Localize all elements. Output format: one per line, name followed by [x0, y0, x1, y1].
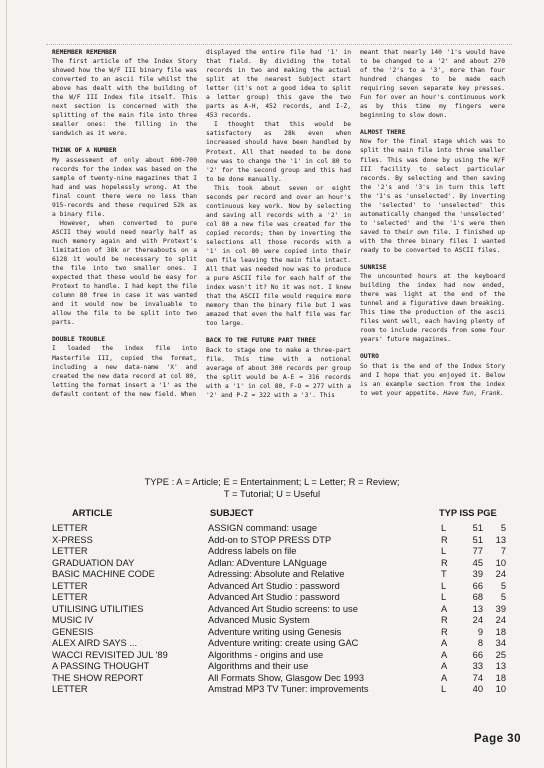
- row-article: LETTER: [52, 684, 88, 694]
- row-article: LETTER: [52, 592, 88, 602]
- row-page: 18: [495, 672, 506, 683]
- section-heading: OUTRO: [360, 353, 379, 361]
- section-heading: SUNRISE: [360, 264, 387, 272]
- row-page: 5: [500, 580, 506, 591]
- row-article: UTILISING UTILITIES: [52, 603, 144, 614]
- row-page: 24: [495, 615, 506, 625]
- row-page: 24: [495, 569, 506, 579]
- row-subject: Address labels on file: [208, 546, 297, 556]
- row-issue: 51: [472, 523, 483, 533]
- paragraph: I thought that this would be satisfactory as 28k even when increased should have been handled by Protext. All that needed to be done now was to change the '1' in col 80 to '2' for the second group and this had to be done manually.: [206, 121, 351, 183]
- section-heading: DOUBLE TROUBLE: [52, 336, 106, 344]
- row-type: L: [441, 592, 447, 602]
- row-type: A: [441, 672, 448, 683]
- row-issue: 68: [472, 592, 483, 602]
- table-row: [52, 684, 506, 696]
- row-type: A: [441, 638, 448, 648]
- row-page: 18: [495, 626, 506, 637]
- row-article: LETTER: [52, 546, 88, 556]
- row-article: ALEX AIRD SAYS ...: [52, 638, 138, 648]
- paragraph: My assessment of only about 600-700 records for the index was based on the sample of twenty-nine magazines that I had and was hopelessly wrong. At the final count there were no less than 915-records and these required 52k as a binary file.: [52, 156, 197, 218]
- row-type: L: [441, 580, 447, 591]
- table-row: [52, 523, 506, 535]
- row-subject: Advanced Art Studio screens: to use: [208, 603, 358, 614]
- section-heading: ALMOST THERE: [360, 129, 406, 137]
- section-heading: BACK TO THE FUTURE PART THREE: [206, 337, 316, 345]
- table-row: [52, 558, 506, 570]
- table-row: [52, 638, 506, 650]
- row-subject: Advanced Art Studio : password: [208, 580, 340, 591]
- row-issue: 39: [472, 569, 483, 579]
- row-issue: 51: [472, 534, 483, 545]
- row-subject: Adlan: ADventure LANguage: [208, 557, 327, 568]
- table-row: [52, 650, 506, 662]
- row-page: 10: [495, 684, 506, 694]
- row-page: 7: [500, 546, 506, 556]
- row-subject: Adressing: Absolute and Relative: [208, 569, 345, 579]
- row-subject: Algorithms - origins and use: [208, 649, 324, 660]
- outro-text: So that is the end of the Index Story and I hope that you enjoyed it. Below is an example section from the index to wet your appetite.: [360, 362, 505, 397]
- row-page: 5: [500, 592, 506, 602]
- row-article: LETTER: [52, 580, 88, 591]
- row-article: WACCI REVISITED JUL '89: [52, 649, 168, 660]
- row-issue: 8: [477, 638, 483, 648]
- header-subject: SUBJECT: [210, 508, 254, 518]
- table-row: [52, 661, 506, 673]
- page-number: Page 30: [474, 733, 521, 745]
- row-subject: All Formats Show, Glasgow Dec 1993: [208, 672, 365, 683]
- row-article: MUSIC IV: [52, 615, 94, 625]
- row-type: A: [441, 649, 448, 660]
- row-issue: 45: [472, 557, 483, 568]
- table-row: [52, 569, 506, 581]
- table-row: [52, 615, 506, 627]
- row-article: GRADUATION DAY: [52, 557, 135, 568]
- row-type: R: [441, 557, 448, 568]
- row-type: R: [441, 615, 448, 625]
- table-row: [52, 592, 506, 604]
- row-page: 13: [495, 661, 506, 671]
- table-row: [52, 627, 506, 639]
- row-issue: 77: [472, 546, 483, 556]
- paragraph: meant that nearly 140 '1's would have to be changed to a '2' and about 270 of the '2's to a '3', more than four hundred changes to be made each requiring seven separate key presses. Fun for over an hour's continuous work as by this time my fingers were beginning to slow down.: [360, 49, 505, 120]
- row-page: 34: [495, 638, 506, 648]
- paragraph: displayed the entire file had '1' in that field. By dividing the total records in two and making the actual split at the nearest Subject start letter (it's not a good idea to split a letter group) this gave the two parts as A-H, 452 records, and I-Z, 453 records.: [206, 49, 351, 120]
- row-issue: 40: [472, 684, 483, 694]
- paragraph: Back to stage one to make a three-part file. This time with a notional average of about 300 records per group the split would be A-E = 316 records with a '1' in col 80, F-O = 277 with a '2' and P-Z = 322 with a '3'. This: [206, 346, 351, 399]
- row-issue: 33: [472, 661, 483, 671]
- article-columns: [52, 48, 506, 400]
- type-legend-line-1: TYPE : A = Article; E = Entertainment; L = Letter; R = Review;: [144, 476, 400, 487]
- row-subject: Adventure writing: create using GAC: [208, 638, 359, 648]
- row-issue: 66: [472, 580, 483, 591]
- row-subject: Amstrad MP3 TV Tuner: improvements: [208, 684, 369, 694]
- row-subject: ASSIGN command: usage: [208, 523, 318, 533]
- row-type: T: [441, 569, 447, 579]
- paragraph: The first article of the Index Story showed how the W/F III binary file was converted to an ascii file whilst the above has dealt with the building of the W/F III Index file itself. This next section is concerned with the splitting of the main file into three smaller ones: the filling in the sandwich as it were.: [52, 58, 197, 138]
- table-row: [52, 581, 506, 593]
- index-table-body: [52, 523, 506, 696]
- article-column-2: [206, 48, 351, 400]
- row-article: BASIC MACHINE CODE: [52, 569, 155, 579]
- row-article: THE SHOW REPORT: [52, 672, 144, 683]
- row-subject: Add-on to STOP PRESS DTP: [208, 534, 332, 545]
- header-article: ARTICLE: [72, 508, 113, 518]
- type-legend-line-2: T = Tutorial; U = Useful: [223, 488, 321, 499]
- paragraph: However, when converted to pure ASCII they would need nearly half as much memory again and with Protext's limitation of 38k or thereabouts on a 6128 it would be necessary to split the file into two smaller ones. I expected that these would be easy for Protext to handle. I had kept the file column 80 free in case it was wanted and it would now be invaluable to allow the file to be split into two parts.: [52, 219, 197, 327]
- row-subject: Algorithms and their use: [208, 661, 309, 671]
- row-type: L: [441, 684, 447, 694]
- row-type: R: [441, 626, 448, 637]
- table-row: [52, 546, 506, 558]
- row-subject: Advanced Music System: [208, 615, 310, 625]
- row-type: A: [441, 603, 448, 614]
- row-subject: Adventure writing using Genesis: [208, 626, 342, 637]
- paragraph: The uncounted hours at the keyboard building the index had now ended, there was light at the end of the tunnel and a figurative dawn breaking. This time the production of the ascii files went well, each having plenty of room to include records from some four years' future magazines.: [360, 273, 505, 344]
- row-page: 13: [495, 534, 506, 545]
- row-issue: 66: [472, 649, 483, 660]
- row-issue: 74: [472, 672, 483, 683]
- scan-page-edge: [6, 0, 7, 768]
- row-subject: Advanced Art Studio : password: [208, 592, 340, 602]
- row-page: 10: [495, 557, 506, 568]
- row-page: 5: [500, 523, 506, 533]
- row-issue: 9: [477, 626, 483, 637]
- paragraph: I loaded the index file into Masterfile III, copied the format, including a new data-name 'X' and created the new data record at col 80, letting the format insert a '1' as the default content of the new field. When: [52, 345, 197, 398]
- row-issue: 13: [472, 603, 483, 614]
- row-article: X-PRESS: [52, 534, 93, 545]
- row-type: R: [441, 534, 448, 545]
- row-article: GENESIS: [52, 626, 94, 637]
- index-table: [52, 523, 506, 696]
- row-issue: 24: [472, 615, 483, 625]
- section-heading: REMEMBER REMEMBER: [52, 49, 117, 56]
- section-heading: THINK OF A NUMBER: [52, 147, 117, 155]
- row-type: L: [441, 523, 447, 533]
- paragraph: [360, 362, 505, 398]
- row-article: LETTER: [52, 523, 88, 533]
- header-typ-iss-pge: TYP ISS PGE: [439, 508, 497, 518]
- top-dotted-rule: [46, 44, 512, 46]
- table-row: [52, 673, 506, 685]
- paragraph: Now for the final stage which was to split the main file into three smaller files. This was done by using the W/F III facility to select particular records. By selecting and then saving the '2's and '3's in turn this left the '1's as 'unselected'. By inverting the 'selected' to 'unselected' this automatically changed the 'unselected' to 'selected' and the '1's were then saved to their own file. I finished up with the three binary files I wanted ready to be converted to ASCII files.: [360, 138, 505, 254]
- table-row: [52, 535, 506, 547]
- signature-text: Have fun, Frank.: [443, 389, 505, 397]
- article-column-3: [360, 48, 505, 400]
- row-type: L: [441, 546, 447, 556]
- row-page: 25: [495, 649, 506, 660]
- article-column-1: [52, 48, 197, 400]
- row-article: A PASSING THOUGHT: [52, 661, 150, 671]
- paragraph: This took about seven or eight seconds per record and over an hour's continuous key work. Now by selecting and saving all records with a '2' in col 80 a new file was created for the copied records; then by inverting the selections all those records with a '1' in col 80 were copied into their own file leaving the main file intact. All that was needed now was to produce a pure ASCII file for each half of the index wasn't it? No it was not. I knew that the ASCII file would require more memory than the binary file but I was amazed that even the half file was far too large.: [206, 184, 351, 328]
- table-row: [52, 604, 506, 616]
- row-type: A: [441, 661, 448, 671]
- row-page: 39: [495, 603, 506, 614]
